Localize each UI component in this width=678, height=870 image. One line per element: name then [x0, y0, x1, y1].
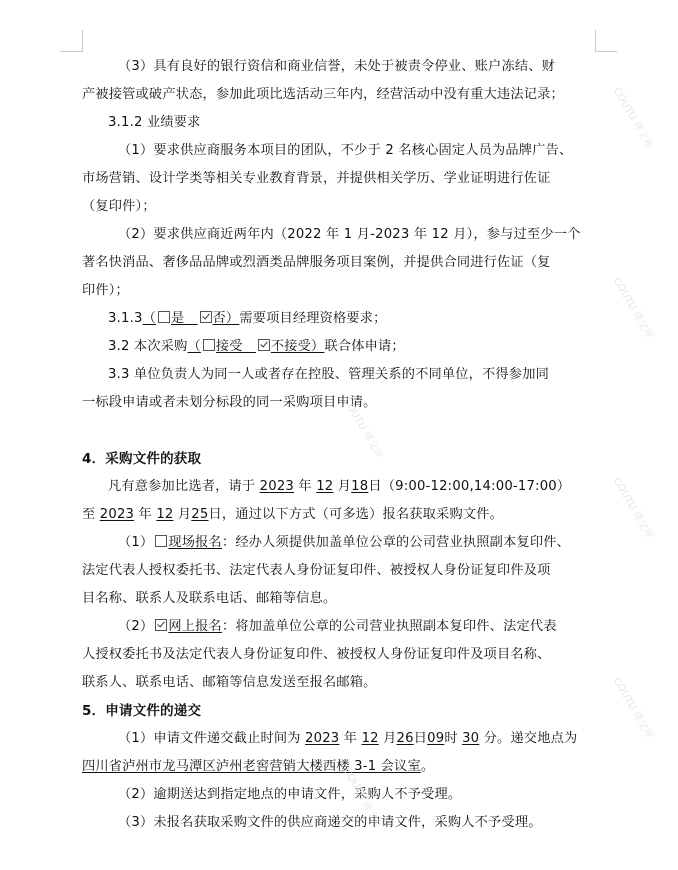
text: （1） — [118, 535, 154, 550]
text-line: （2）要求供应商近两年内（2022 年 1 月-2023 年 12 月），参与过至少一个 — [118, 227, 581, 242]
text-line-date-start — [108, 477, 570, 497]
clause-text: 需要项目经理资格要求； — [239, 311, 387, 326]
text-line-onsite — [118, 533, 570, 553]
delivery-address: 四川省泸州市龙马潭区泸州老窖营销大楼西楼 3-1 会议室 — [82, 759, 421, 774]
text-line: 目名称、联系人及联系电话、邮箱等信息。 — [82, 591, 337, 606]
clause-number: 3.1.3 — [108, 311, 143, 326]
checkbox-online-registration[interactable] — [155, 619, 167, 631]
section-heading-4: 4．采购文件的获取 — [82, 451, 202, 467]
text-line: 联系人、联系电话、邮箱等信息发送至报名邮箱。 — [82, 675, 377, 690]
text: ：经办人须提供加盖单位公章的公司营业执照副本复印件、 — [221, 535, 571, 550]
date-month: 12 — [361, 731, 379, 746]
text: 年 — [294, 479, 317, 494]
text: 。 — [420, 759, 435, 774]
bracket: （ — [187, 339, 201, 354]
margin-mark-top-right — [595, 30, 596, 52]
text: 日 — [413, 731, 428, 746]
text: 日，通过以下方式（可多选）报名获取采购文件。 — [208, 507, 504, 522]
option-label-online: 网上报名 — [168, 619, 222, 634]
text: 至 — [82, 507, 100, 522]
bracket: ） — [225, 311, 240, 326]
clause-text: 联合体申请； — [324, 339, 405, 354]
text-line: （3）具有良好的银行资信和商业信誉，未处于被责令停业、账户冻结、财 — [118, 59, 555, 74]
text: （1）申请文件递交截止时间为 — [118, 731, 306, 746]
date-year: 2023 — [305, 731, 340, 746]
watermark-text: COUTU 译文库 — [340, 765, 385, 832]
date-day: 26 — [396, 731, 414, 746]
text-line: （3）未报名获取采购文件的供应商递交的申请文件，采购人不予受理。 — [118, 815, 542, 830]
text-line: （2）逾期送达到指定地点的申请文件，采购人不予受理。 — [118, 787, 462, 802]
text-line: 一标段申请或者未划分标段的同一采购项目申请。 — [82, 395, 377, 410]
margin-mark-top-right — [595, 51, 617, 52]
text-line-deadline — [118, 729, 577, 749]
text-line: （1）要求供应商服务本项目的团队，不少于 2 名核心固定人员为品牌广告、 — [118, 143, 573, 158]
option-label-onsite: 现场报名 — [168, 535, 222, 550]
option-group — [188, 339, 325, 354]
text: 月 — [333, 479, 352, 494]
date-day: 25 — [191, 507, 209, 522]
text-line: 市场营销、设计学类等相关专业教育背景，并提供相关学历、学业证明进行佐证 — [82, 171, 551, 186]
watermark-text: COUTU 译文库 — [610, 275, 655, 342]
option-label-no: 否 — [212, 311, 226, 326]
option-label-not-accept: 不接受 — [270, 339, 312, 354]
watermark-text: COUTU 译文库 — [340, 395, 385, 462]
margin-mark-top-left — [60, 51, 82, 52]
date-year: 2023 — [259, 479, 295, 494]
section-heading-3-1-2: 3.1.2 业绩要求 — [108, 115, 201, 130]
text: （2） — [118, 619, 154, 634]
checkbox-no[interactable] — [200, 311, 212, 323]
text: 分。递交地点为 — [479, 731, 578, 746]
text: 时 — [444, 731, 463, 746]
margin-mark-top-left — [82, 30, 83, 52]
checkbox-onsite-registration[interactable] — [155, 535, 167, 547]
text-line-address — [82, 757, 434, 777]
bracket: ） — [311, 339, 325, 354]
text-line: 印件）； — [82, 283, 129, 298]
checkbox-yes[interactable] — [158, 311, 170, 323]
text: 凡有意参加比选者，请于 — [108, 479, 260, 494]
text-line-3-1-3 — [108, 309, 387, 329]
text: 月 — [173, 507, 192, 522]
date-day: 18 — [351, 479, 369, 494]
text: 年 — [134, 507, 157, 522]
option-label-accept: 接受 — [215, 339, 243, 354]
date-year: 2023 — [99, 507, 135, 522]
option-label-yes: 是 — [170, 311, 185, 326]
checkbox-not-accept[interactable] — [258, 339, 270, 351]
text: 日（9:00-12:00,14:00-17:00） — [368, 479, 571, 494]
watermark-text: COUTU 译文库 — [610, 675, 655, 742]
text: ：将加盖单位公章的公司营业执照副本复印件、法定代表 — [221, 619, 557, 634]
watermark-text: COUTU 译文库 — [610, 85, 655, 152]
text-line: 产被接管或破产状态，参加此项比选活动三年内，经营活动中没有重大违法记录； — [82, 87, 564, 102]
option-group — [143, 311, 240, 326]
text-line-3-2 — [108, 337, 405, 357]
date-month: 12 — [156, 507, 174, 522]
text-line: （复印件）； — [82, 199, 156, 214]
watermark-text: COUTU 译文库 — [610, 475, 655, 542]
section-heading-5: 5．申请文件的递交 — [82, 703, 202, 719]
text-line-online — [118, 617, 557, 637]
text-line: 著名快消品、奢侈品品牌或烈酒类品牌服务项目案例，并提供合同进行佐证（复 — [82, 255, 551, 270]
bracket: （ — [142, 311, 156, 326]
text-line: 法定代表人授权委托书、法定代表人身份证复印件、被授权人身份证复印件及项 — [82, 563, 551, 578]
date-month: 12 — [316, 479, 334, 494]
checkbox-accept[interactable] — [203, 339, 215, 351]
time-minute: 30 — [462, 731, 480, 746]
text: 年 — [339, 731, 362, 746]
text-line: 人授权委托书及法定代表人身份证复印件、被授权人身份证复印件及项目名称、 — [82, 647, 551, 662]
time-hour: 09 — [427, 731, 445, 746]
text-line: 3.3 单位负责人为同一人或者存在控股、管理关系的不同单位，不得参加同 — [108, 367, 549, 382]
clause-number: 3.2 本次采购 — [108, 339, 188, 354]
text: 月 — [378, 731, 397, 746]
text-line-date-end — [82, 505, 503, 525]
